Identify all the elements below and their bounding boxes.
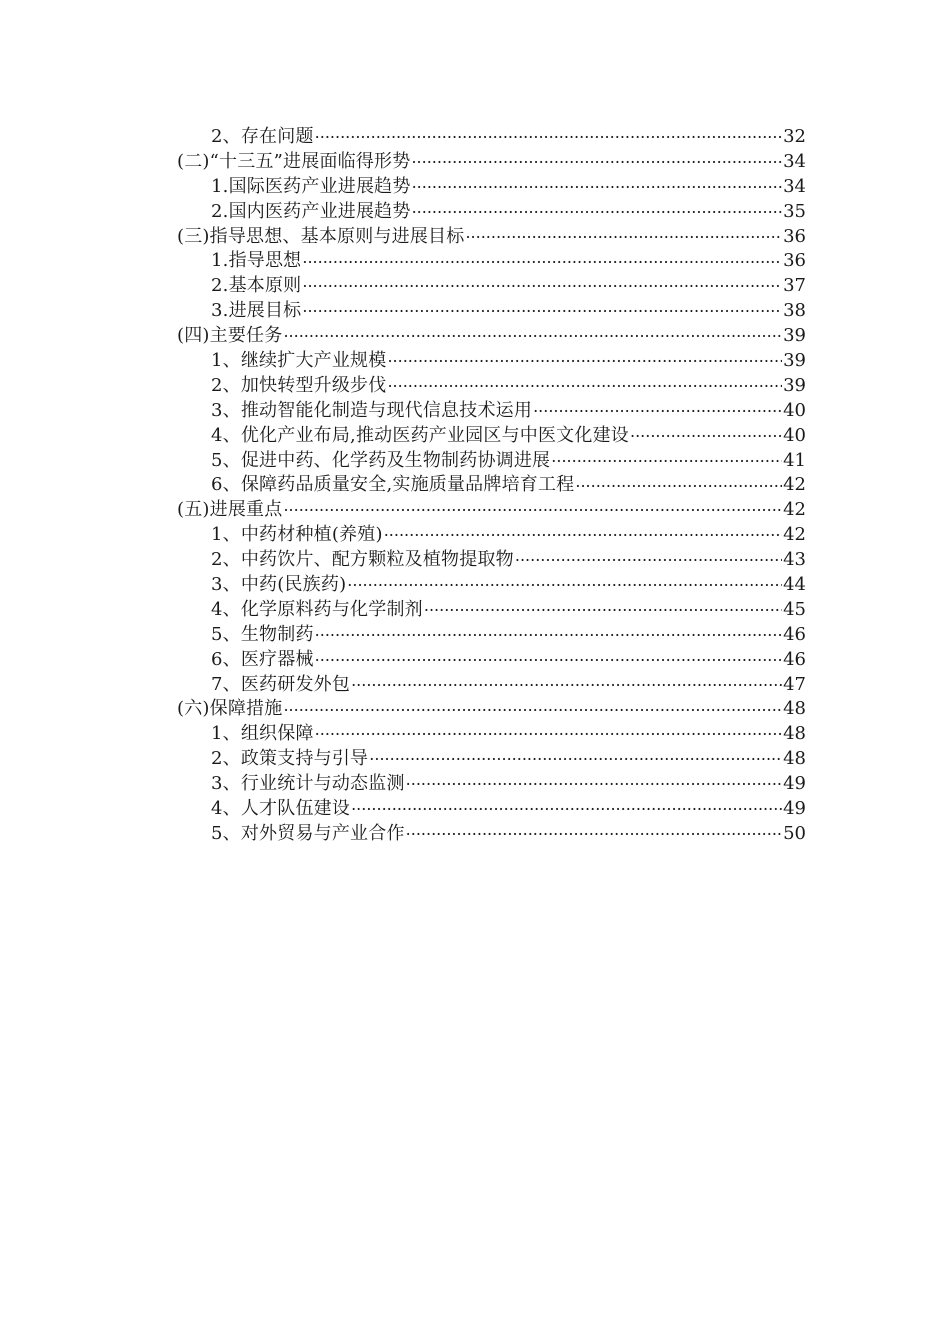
toc-page-number: 48 (783, 723, 806, 745)
toc-entry-title: 2、中药饮片、配方颗粒及植物提取物 (211, 549, 514, 571)
toc-entry-title: 2.基本原则 (211, 275, 302, 297)
toc-page-number: 42 (783, 474, 806, 496)
toc-subsection-entry[interactable] (177, 821, 806, 846)
toc-entry-title: 1.指导思想 (211, 250, 302, 272)
toc-page-number: 44 (783, 574, 806, 596)
toc-page-number: 50 (783, 822, 806, 844)
toc-section-entry[interactable] (177, 149, 806, 174)
toc-entry-title: 3、行业统计与动态监测 (211, 773, 405, 795)
toc-dot-leader (406, 771, 782, 789)
toc-subsection-entry[interactable] (177, 199, 806, 224)
toc-dot-leader (515, 547, 782, 565)
toc-dot-leader (302, 298, 782, 316)
toc-page-number: 34 (783, 175, 806, 197)
toc-subsection-entry[interactable] (177, 771, 806, 796)
toc-subsection-entry[interactable] (177, 547, 806, 572)
toc-subsection-entry[interactable] (177, 721, 806, 746)
toc-page-number: 39 (783, 350, 806, 372)
toc-subsection-entry[interactable] (177, 174, 806, 199)
toc-page-number: 47 (783, 673, 806, 695)
toc-entry-title: 4、人才队伍建设 (211, 798, 351, 820)
toc-entry-title: 1.国际医药产业进展趋势 (211, 175, 411, 197)
toc-dot-leader (351, 796, 782, 814)
toc-subsection-entry[interactable] (177, 622, 806, 647)
toc-subsection-entry[interactable] (177, 373, 806, 398)
toc-dot-leader (575, 472, 782, 490)
toc-page-number: 32 (783, 126, 806, 147)
toc-dot-leader (465, 224, 782, 242)
toc-subsection-entry[interactable] (177, 273, 806, 298)
toc-dot-leader (283, 323, 782, 341)
toc-dot-leader (283, 497, 782, 515)
toc-entry-title: (六)保障措施 (177, 698, 283, 720)
toc-entry-title: 5、促进中药、化学药及生物制药协调进展 (211, 449, 551, 471)
toc-entry-title: 5、对外贸易与产业合作 (211, 822, 405, 844)
toc-entry-title: 7、医药研发外包 (211, 673, 351, 695)
toc-dot-leader (411, 149, 782, 167)
toc-subsection-entry[interactable] (177, 348, 806, 373)
toc-page-number: 43 (783, 549, 806, 571)
toc-subsection-entry[interactable] (177, 423, 806, 448)
toc-dot-leader (412, 174, 783, 192)
toc-page-number: 36 (783, 250, 806, 272)
toc-dot-leader (347, 572, 782, 590)
toc-entry-title: 2.国内医药产业进展趋势 (211, 200, 411, 222)
toc-dot-leader (369, 746, 782, 764)
toc-subsection-entry[interactable] (177, 298, 806, 323)
toc-page-number: 40 (783, 399, 806, 421)
toc-entry-title: 2、政策支持与引导 (211, 748, 369, 770)
toc-page-number: 46 (783, 623, 806, 645)
toc-page-number: 45 (783, 598, 806, 620)
toc-subsection-entry[interactable] (177, 647, 806, 672)
toc-page-number: 48 (783, 698, 806, 720)
toc-entry-title: 2、加快转型升级步伐 (211, 374, 387, 396)
toc-entry-title: 3、推动智能化制造与现代信息技术运用 (211, 399, 533, 421)
toc-page-number: 40 (783, 424, 806, 446)
toc-entry-title: 4、化学原料药与化学制剂 (211, 598, 423, 620)
toc-entry-title: 2、存在问题 (211, 126, 314, 147)
toc-entry-title: (五)进展重点 (177, 499, 283, 521)
toc-entry-title: 3.进展目标 (211, 300, 302, 322)
toc-dot-leader (302, 273, 782, 291)
toc-entry-title: 4、优化产业布局,推动医药产业园区与中医文化建设 (211, 424, 629, 446)
toc-dot-leader (412, 199, 783, 217)
toc-dot-leader (315, 721, 782, 739)
toc-page-number: 37 (783, 275, 806, 297)
toc-subsection-entry[interactable] (177, 472, 806, 497)
toc-page-number: 42 (783, 524, 806, 546)
toc-subsection-entry[interactable] (177, 398, 806, 423)
toc-dot-leader (424, 597, 782, 615)
toc-dot-leader (533, 398, 782, 416)
toc-subsection-entry[interactable] (177, 672, 806, 697)
toc-dot-leader (283, 696, 782, 714)
toc-entry-title: 1、组织保障 (211, 723, 314, 745)
toc-dot-leader (315, 647, 782, 665)
toc-section-entry[interactable] (177, 696, 806, 721)
toc-subsection-entry[interactable] (177, 448, 806, 473)
toc-page-number: 35 (783, 200, 806, 222)
toc-dot-leader (387, 348, 782, 366)
toc-dot-leader (551, 448, 782, 466)
toc-entry-title: 3、中药(民族药) (211, 574, 347, 596)
toc-subsection-entry[interactable] (177, 572, 806, 597)
toc-page-number: 36 (783, 225, 806, 247)
toc-section-entry[interactable] (177, 323, 806, 348)
toc-page-number: 38 (783, 300, 806, 322)
toc-subsection-entry[interactable] (177, 248, 806, 273)
toc-subsection-entry[interactable] (177, 522, 806, 547)
toc-subsection-entry[interactable] (177, 796, 806, 821)
toc-entry-title: 6、保障药品质量安全,实施质量品牌培育工程 (211, 474, 575, 496)
toc-section-entry[interactable] (177, 224, 806, 249)
toc-page-number: 39 (783, 374, 806, 396)
toc-subsection-entry[interactable] (177, 124, 806, 149)
toc-dot-leader (315, 622, 782, 640)
toc-section-entry[interactable] (177, 497, 806, 522)
toc-entry-title: 6、医疗器械 (211, 648, 314, 670)
toc-dot-leader (406, 821, 782, 839)
toc-dot-leader (630, 423, 782, 441)
toc-dot-leader (387, 373, 782, 391)
toc-page-number: 34 (783, 150, 806, 172)
table-of-contents (177, 124, 806, 846)
toc-page-number: 49 (783, 798, 806, 820)
toc-page-number: 46 (783, 648, 806, 670)
toc-page-number: 39 (783, 325, 806, 347)
toc-entry-title: (四)主要任务 (177, 325, 283, 347)
toc-entry-title: (二)“十三五”进展面临得形势 (177, 150, 411, 172)
toc-page-number: 42 (783, 499, 806, 521)
toc-entry-title: 5、生物制药 (211, 623, 314, 645)
toc-page-number: 48 (783, 748, 806, 770)
toc-entry-title: (三)指导思想、基本原则与进展目标 (177, 225, 465, 247)
toc-subsection-entry[interactable] (177, 597, 806, 622)
toc-entry-title: 1、继续扩大产业规模 (211, 350, 387, 372)
toc-dot-leader (351, 672, 782, 690)
toc-subsection-entry[interactable] (177, 746, 806, 771)
toc-page-number: 41 (783, 449, 806, 471)
toc-page-number: 49 (783, 773, 806, 795)
toc-entry-title: 1、中药材种植(养殖) (211, 524, 383, 546)
toc-dot-leader (384, 522, 782, 540)
toc-dot-leader (315, 124, 782, 142)
toc-dot-leader (302, 248, 782, 266)
